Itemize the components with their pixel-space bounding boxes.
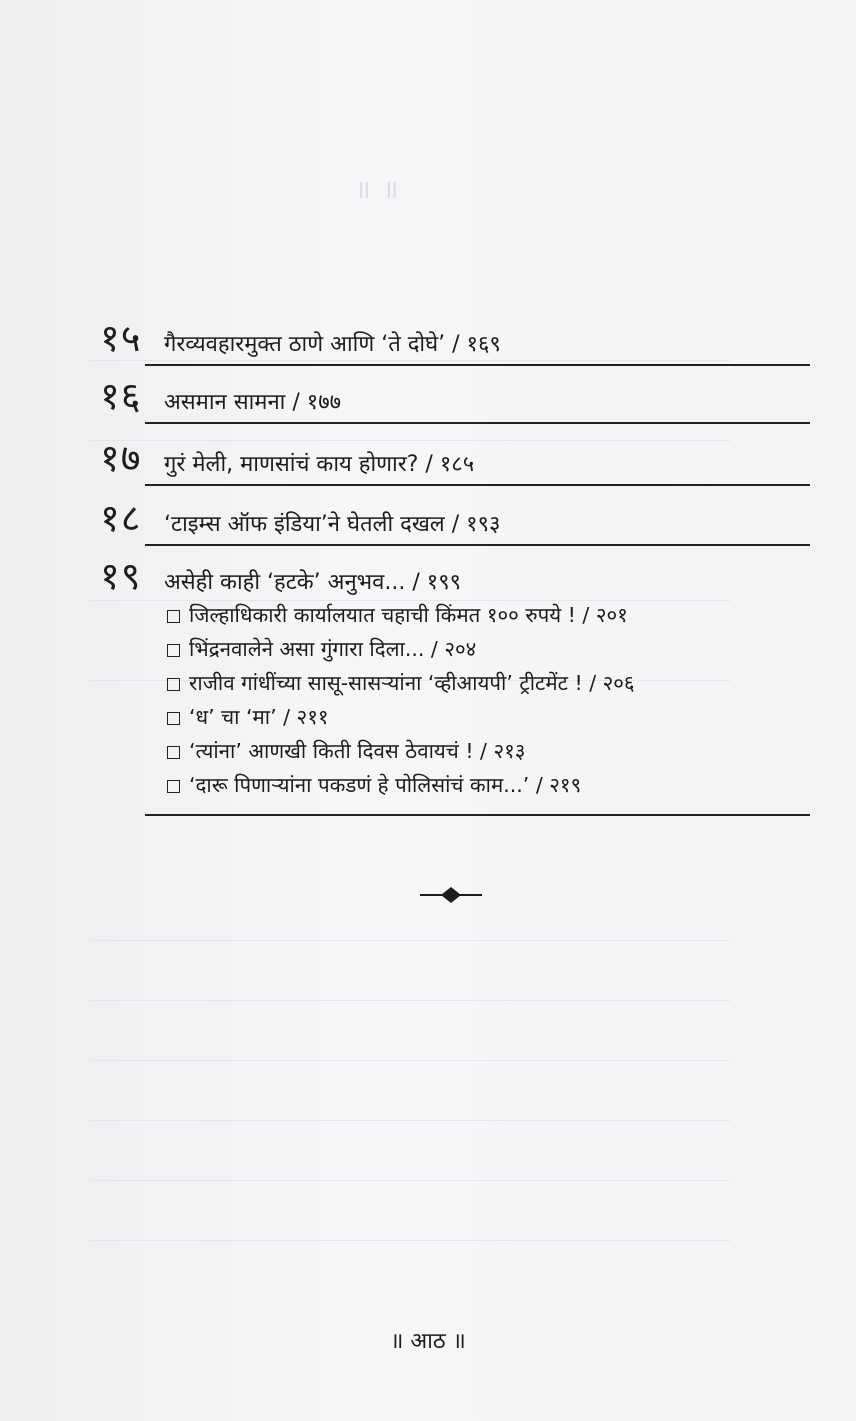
checkbox-bullet-icon bbox=[167, 678, 180, 691]
subentry[interactable] bbox=[167, 598, 810, 632]
toc-entry-17[interactable] bbox=[100, 438, 810, 498]
chapter-title: गैरव्यवहारमुक्त ठाणे आणि ‘ते दोघे’ / १६९ bbox=[164, 332, 501, 357]
bleed-through-line bbox=[90, 940, 730, 941]
chapter-title: ‘टाइम्स ऑफ इंडिया’ने घेतली दखल / १९३ bbox=[164, 512, 501, 537]
subentry-title: राजीव गांधींच्या सासू-सासऱ्यांना ‘व्हीआयपी’ ट्रीटमेंट ! / २०६ bbox=[189, 671, 635, 695]
bleed-through-line bbox=[90, 1180, 730, 1181]
subentry[interactable] bbox=[167, 666, 810, 700]
bleed-through-line bbox=[90, 1240, 730, 1241]
table-of-contents bbox=[100, 318, 810, 816]
bleed-through-line bbox=[90, 1060, 730, 1061]
chapter-number: १८ bbox=[100, 496, 142, 540]
subentry[interactable] bbox=[167, 632, 810, 666]
checkbox-bullet-icon bbox=[167, 780, 180, 793]
page-number-footer: ॥ आठ ॥ bbox=[390, 1329, 466, 1354]
subentry[interactable] bbox=[167, 700, 810, 734]
chapter-number: १५ bbox=[100, 316, 142, 360]
subentry-title: जिल्हाधिकारी कार्यालयात चहाची किंमत १०० रुपये ! / २०१ bbox=[189, 603, 628, 627]
divider bbox=[145, 814, 810, 816]
toc-entry-18[interactable] bbox=[100, 498, 810, 556]
checkbox-bullet-icon bbox=[167, 746, 180, 759]
subentry-title: भिंद्रनवालेने असा गुंगारा दिला... / २०४ bbox=[189, 637, 477, 661]
bleed-through-line bbox=[90, 1120, 730, 1121]
toc-entry-19[interactable] bbox=[100, 556, 810, 816]
chapter-title: असमान सामना / १७७ bbox=[164, 390, 342, 415]
bleed-through-line bbox=[90, 1000, 730, 1001]
chapter-title: असेही काही ‘हटके’ अनुभव... / १९९ bbox=[164, 570, 462, 595]
diamond-ornament-icon bbox=[420, 883, 482, 907]
chapter-number: १९ bbox=[100, 554, 142, 598]
checkbox-bullet-icon bbox=[167, 644, 180, 657]
subentry[interactable] bbox=[167, 768, 810, 802]
chapter-number: १७ bbox=[100, 436, 142, 480]
subentry-list bbox=[167, 598, 810, 802]
subentry-title: ‘त्यांना’ आणखी किती दिवस ठेवायचं ! / २१३ bbox=[189, 739, 526, 763]
bleed-through-heading: ॥ ॥ bbox=[355, 175, 401, 205]
toc-entry-16[interactable] bbox=[100, 376, 810, 438]
toc-entry-15[interactable] bbox=[100, 318, 810, 376]
subentry[interactable] bbox=[167, 734, 810, 768]
subentry-title: ‘दारू पिणाऱ्यांना पकडणं हे पोलिसांचं काम...’ / २१९ bbox=[189, 773, 582, 797]
chapter-number: १६ bbox=[100, 374, 142, 418]
subentry-title: ‘ध’ चा ‘मा’ / २११ bbox=[189, 705, 329, 729]
chapter-title: गुरं मेली, माणसांचं काय होणार? / १८५ bbox=[164, 452, 475, 477]
checkbox-bullet-icon bbox=[167, 610, 180, 623]
checkbox-bullet-icon bbox=[167, 712, 180, 725]
